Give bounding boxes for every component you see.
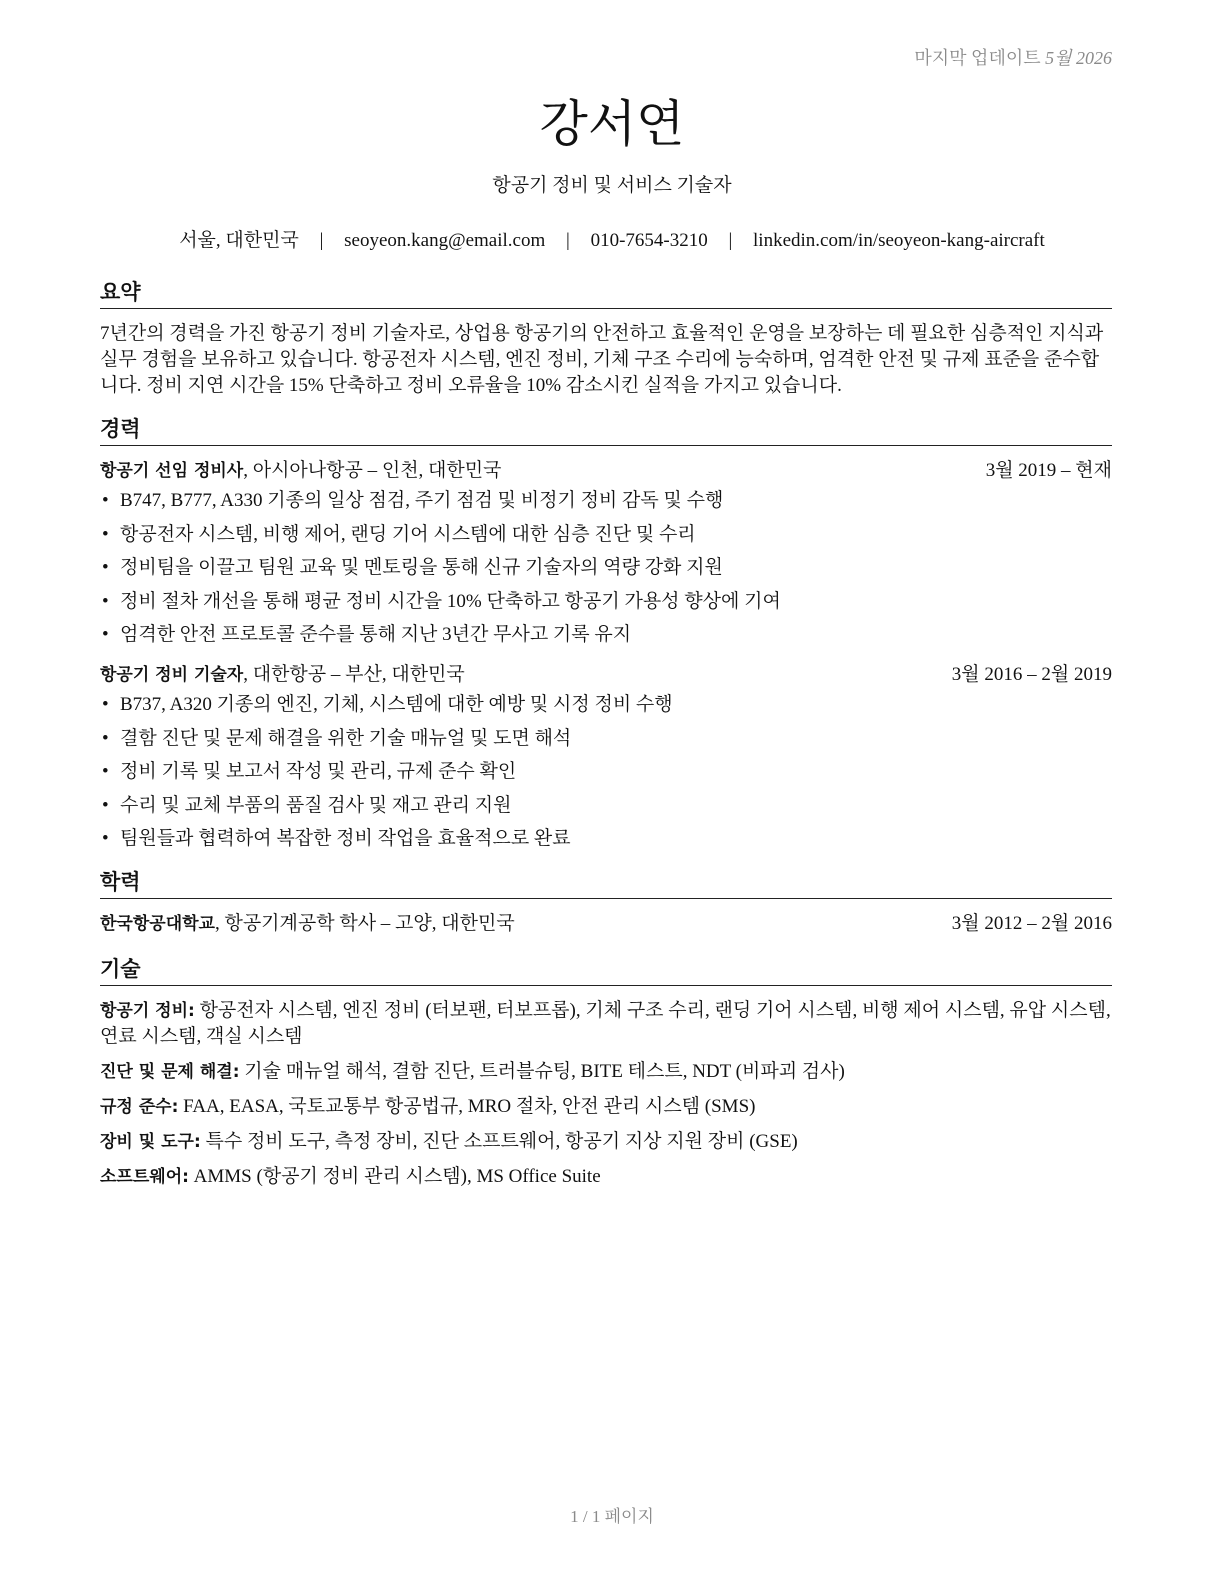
education-dates: 3월 2012 – 2월 2016 (951, 913, 1112, 934)
bullet-icon: • (102, 694, 109, 715)
skill-value: FAA, EASA, 국토교통부 항공법규, MRO 절차, 안전 관리 시스템 (SMS) (178, 1096, 756, 1117)
skill-row (100, 998, 1112, 1050)
contact-separator: | (728, 230, 733, 251)
section-heading: 기술 (100, 953, 1112, 986)
last-updated-date: 5월 2026 (1045, 48, 1112, 68)
bullet-item (100, 759, 1112, 785)
experience-section (100, 413, 1112, 852)
job-title: 항공기 정비 기술자 (100, 665, 244, 685)
bullet-item (100, 692, 1112, 718)
candidate-title: 항공기 정비 및 서비스 기술자 (492, 175, 732, 196)
bullet-text: 엄격한 안전 프로토콜 준수를 통해 지난 3년간 무사고 기록 유지 (120, 624, 632, 645)
skill-value: 기술 매뉴얼 해석, 결함 진단, 트러블슈팅, BITE 테스트, NDT (비파괴 검사) (239, 1061, 845, 1082)
job-org: , 아시아나항공 – 인천, 대한민국 (243, 460, 502, 481)
job-title: 항공기 선임 정비사 (100, 461, 244, 481)
job-org: , 대한항공 – 부산, 대한민국 (243, 664, 465, 685)
bullet-text: 정비 기록 및 보고서 작성 및 관리, 규제 준수 확인 (120, 761, 517, 782)
skill-label: 소프트웨어: (100, 1167, 189, 1187)
skill-value: AMMS (항공기 정비 관리 시스템), MS Office Suite (188, 1166, 601, 1187)
bullet-item (100, 793, 1112, 819)
job-bullets (100, 692, 1112, 852)
school-name: 한국항공대학교 (100, 914, 215, 934)
bullet-item (100, 522, 1112, 548)
skill-row (100, 1094, 1112, 1120)
bullet-item (100, 555, 1112, 581)
bullet-text: B747, B777, A330 기종의 일상 점검, 주기 점검 및 비정기 정비 감독 및 수행 (120, 490, 724, 511)
skill-label: 장비 및 도구: (100, 1132, 201, 1152)
last-updated (914, 44, 1112, 70)
skill-row (100, 1129, 1112, 1155)
bullet-icon: • (102, 794, 109, 816)
contact-email[interactable]: seoyeon.kang@email.com (344, 230, 546, 251)
skill-value: 특수 정비 도구, 측정 장비, 진단 소프트웨어, 항공기 지상 지원 장비 (GSE) (200, 1131, 798, 1152)
education-section (100, 866, 1112, 937)
bullet-text: 수리 및 교체 부품의 품질 검사 및 재고 관리 지원 (120, 794, 512, 816)
bullet-item (100, 488, 1112, 514)
contact-line (0, 225, 1224, 252)
job-entry (100, 458, 1112, 648)
contact-separator: | (319, 230, 324, 251)
bullet-icon: • (102, 828, 109, 849)
skill-value: 항공전자 시스템, 엔진 정비 (터보팬, 터보프롭), 기체 구조 수리, 랜딩 기어 시스템, 비행 제어 시스템, 유압 시스템, 연료 시스템, 객실 시스템 (100, 1000, 1111, 1047)
degree-detail: , 항공기계공학 학사 – 고양, 대한민국 (214, 913, 515, 934)
bullet-icon: • (102, 490, 109, 511)
skills-section (100, 953, 1112, 1190)
job-entry (100, 662, 1112, 852)
skill-label: 진단 및 문제 해결: (100, 1062, 240, 1082)
job-header (100, 458, 1112, 484)
contact-linkedin[interactable]: linkedin.com/in/seoyeon-kang-aircraft (753, 230, 1045, 251)
section-heading: 경력 (100, 413, 1112, 446)
bullet-item (100, 589, 1112, 615)
job-bullets (100, 488, 1112, 648)
bullet-text: 팀원들과 협력하여 복잡한 정비 작업을 효율적으로 완료 (120, 828, 571, 849)
bullet-text: 항공전자 시스템, 비행 제어, 랜딩 기어 시스템에 대한 심층 진단 및 수리 (120, 523, 696, 545)
summary-text: 7년간의 경력을 가진 항공기 정비 기술자로, 상업용 항공기의 안전하고 효율적인 운영을 보장하는 데 필요한 심층적인 지식과 실무 경험을 보유하고 있습니다. 항공전자 시스템, 엔진 정비, 기체 구조 수리에 능숙하며, 엄격한 안전 및 규제 표준을 준수합니다. 정비 지연 시간을 15% 단축하고 정비 오류율을 10% 감소시킨 실적을 가지고 있습니다. (100, 323, 1104, 396)
skill-label: 규정 준수: (100, 1097, 179, 1117)
resume-content (100, 276, 1112, 1200)
bullet-icon: • (102, 624, 109, 645)
bullet-icon: • (102, 727, 109, 749)
bullet-text: 결함 진단 및 문제 해결을 위한 기술 매뉴얼 및 도면 해석 (120, 727, 572, 749)
bullet-icon: • (102, 557, 109, 578)
last-updated-label: 마지막 업데이트 (914, 48, 1041, 68)
bullet-text: B737, A320 기종의 엔진, 기체, 시스템에 대한 예방 및 시정 정비 수행 (120, 694, 673, 715)
bullet-item (100, 622, 1112, 648)
section-heading: 요약 (100, 276, 1112, 309)
bullet-icon: • (102, 523, 109, 545)
bullet-text: 정비 절차 개선을 통해 평균 정비 시간을 10% 단축하고 항공기 가용성 향상에 기여 (120, 590, 781, 612)
skill-row (100, 1059, 1112, 1085)
candidate-name: 강서연 (539, 95, 685, 153)
job-dates: 3월 2016 – 2월 2019 (951, 664, 1112, 685)
page-number: 1 / 1 페이지 (570, 1507, 654, 1526)
summary-section (100, 276, 1112, 399)
job-dates: 3월 2019 – 현재 (985, 460, 1112, 481)
bullet-icon: • (102, 590, 109, 612)
contact-location: 서울, 대한민국 (179, 230, 299, 251)
contact-separator: | (566, 230, 570, 251)
bullet-text: 정비팀을 이끌고 팀원 교육 및 멘토링을 통해 신규 기술자의 역량 강화 지원 (120, 557, 723, 578)
education-entry (100, 911, 1112, 937)
bullet-item (100, 826, 1112, 852)
section-heading: 학력 (100, 866, 1112, 899)
skill-row (100, 1164, 1112, 1190)
job-header (100, 662, 1112, 688)
contact-phone: 010-7654-3210 (590, 230, 708, 251)
skill-label: 항공기 정비: (100, 1001, 195, 1021)
bullet-item (100, 726, 1112, 752)
bullet-icon: • (102, 761, 109, 782)
